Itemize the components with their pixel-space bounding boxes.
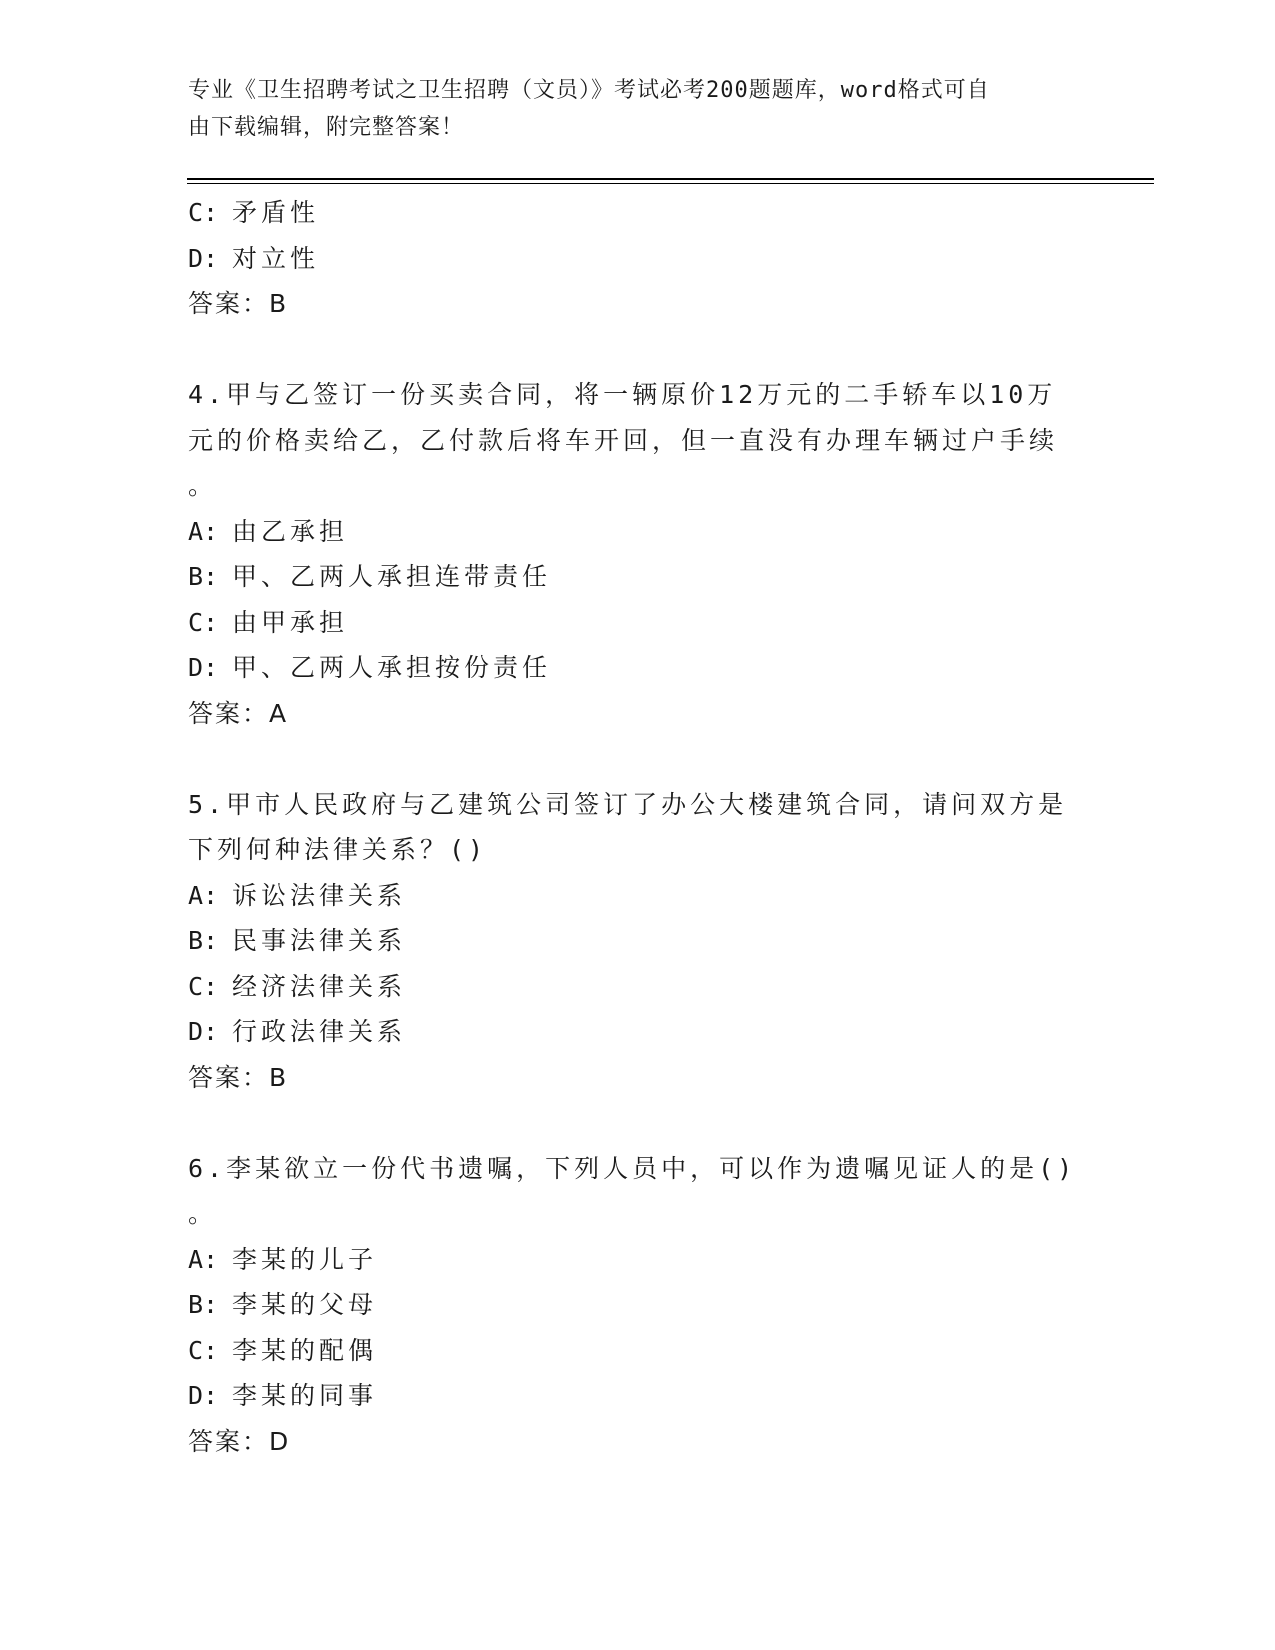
option-b (188, 1282, 1068, 1328)
answer-line: 答案：B (188, 1062, 289, 1092)
question-5 (188, 782, 1068, 1101)
option-label: D: (188, 243, 219, 273)
spacer (188, 736, 1068, 782)
option-text: 李某的父母 (232, 1290, 378, 1319)
option-label: C: (188, 198, 219, 227)
question-text-line: 。 (188, 1199, 218, 1228)
answer-line: 答案：D (188, 1426, 291, 1456)
option-label: B: (188, 562, 219, 591)
header-line-1: 专业《卫生招聘考试之卫生招聘（文员）》考试必考200题题库，word格式可自 (188, 78, 990, 103)
header-rule-thick (187, 178, 1154, 180)
option-c (188, 1328, 1068, 1374)
option-text: 李某的同事 (232, 1381, 378, 1410)
option-text: 甲、乙两人承担连带责任 (232, 562, 552, 591)
option-text: 李某的儿子 (232, 1244, 378, 1274)
option-label: B: (188, 1290, 219, 1319)
question-text-line: 元的价格卖给乙，乙付款后将车开回，但一直没有办理车辆过户手续 (188, 425, 1059, 455)
spacer (188, 327, 1068, 373)
option-d (188, 1009, 1068, 1055)
option-label: D: (188, 653, 219, 682)
option-label: D: (188, 1017, 219, 1046)
question-4 (188, 372, 1068, 736)
option-a (188, 1237, 1068, 1283)
option-label: C: (188, 971, 219, 1001)
question-6 (188, 1146, 1077, 1465)
option-text: 对立性 (232, 243, 320, 273)
question-text-line: 6.李某欲立一份代书遗嘱，下列人员中，可以作为遗嘱见证人的是() (188, 1153, 1077, 1183)
option-text: 李某的配偶 (232, 1335, 378, 1365)
option-text: 甲、乙两人承担按份责任 (232, 653, 552, 682)
header-line-2: 由下载编辑，附完整答案！ (188, 115, 465, 140)
option-a (188, 509, 1068, 555)
option-c (188, 600, 1068, 646)
spacer (188, 1100, 1068, 1146)
question-text-line: 下列何种法律关系？() (188, 835, 488, 864)
option-d (188, 645, 1068, 691)
option-text: 由乙承担 (232, 516, 349, 546)
question-text-line: 4.甲与乙签订一份买卖合同，将一辆原价12万元的二手轿车以10万 (188, 380, 1057, 409)
question-text-line: 5.甲市人民政府与乙建筑公司签订了办公大楼建筑合同，请问双方是 (188, 789, 1068, 819)
option-c (188, 964, 1068, 1010)
option-text: 由甲承担 (232, 607, 349, 637)
option-label: A: (188, 516, 219, 546)
option-label: A: (188, 880, 219, 910)
option-d (188, 236, 1068, 282)
answer-line: 答案：B (188, 289, 289, 318)
document-header (188, 72, 1068, 146)
header-rule-thin (187, 183, 1154, 184)
option-text: 诉讼法律关系 (232, 880, 407, 910)
option-label: D: (188, 1381, 219, 1410)
answer-line: 答案：A (188, 698, 289, 728)
option-label: C: (188, 607, 219, 637)
option-b (188, 918, 1068, 964)
option-c (188, 190, 1068, 236)
option-label: B: (188, 926, 219, 955)
question-content (188, 190, 1077, 1464)
option-label: C: (188, 1335, 219, 1365)
carryover-block (188, 190, 1068, 327)
option-label: A: (188, 1244, 219, 1274)
option-text: 经济法律关系 (232, 971, 407, 1001)
option-text: 矛盾性 (232, 198, 320, 227)
option-a (188, 873, 1068, 919)
question-text-line: 。 (188, 471, 218, 500)
option-d (188, 1373, 1068, 1419)
option-text: 行政法律关系 (232, 1017, 407, 1046)
option-b (188, 554, 1068, 600)
option-text: 民事法律关系 (232, 926, 407, 955)
